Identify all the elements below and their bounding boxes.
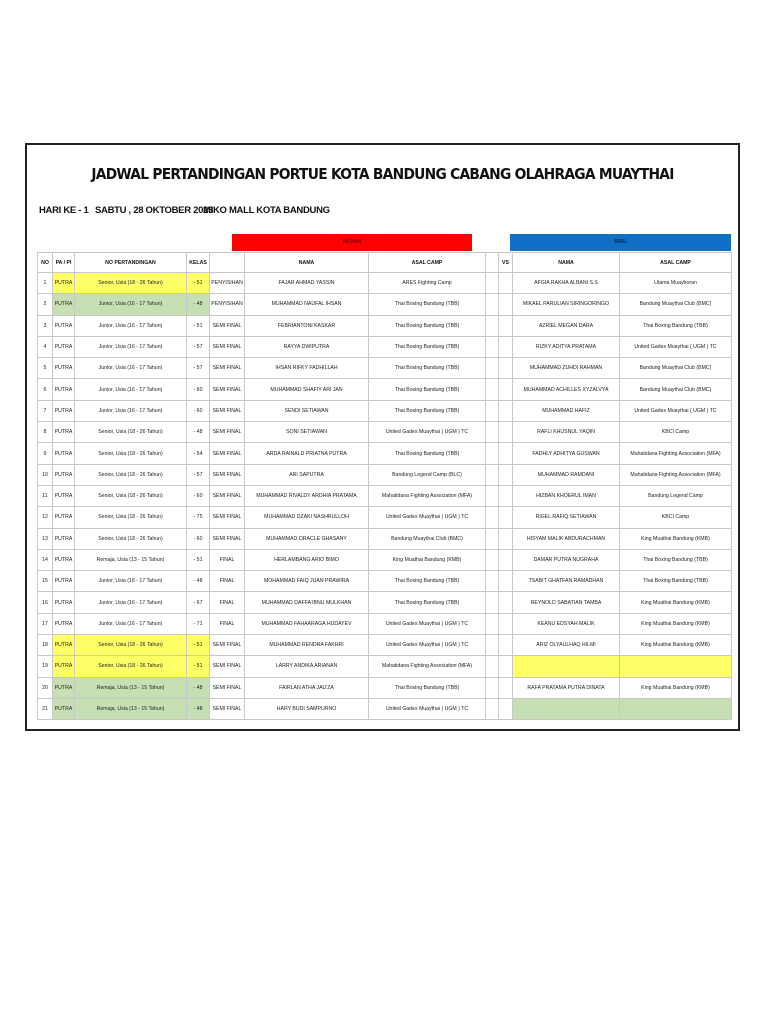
- class-cell: - 51: [187, 635, 210, 656]
- blue-fighter-camp: Thai Boxing Bandung (TBB): [620, 549, 732, 570]
- spacer-cell: [486, 656, 499, 677]
- red-corner-band: MERAH: [232, 234, 472, 251]
- class-cell: - 71: [187, 613, 210, 634]
- class-cell: - 57: [187, 336, 210, 357]
- vs-cell: [499, 464, 513, 485]
- blue-fighter-camp: Thai Boxing Bandung (TBB): [620, 571, 732, 592]
- blue-fighter-camp: Bandung Muaythai Club (BMC): [620, 379, 732, 400]
- class-cell: - 57: [187, 358, 210, 379]
- table-row: [38, 698, 732, 719]
- stage-cell: FINAL: [210, 613, 245, 634]
- stage-cell: SEMI FINAL: [210, 464, 245, 485]
- vs-cell: [499, 677, 513, 698]
- blue-fighter-name: [513, 698, 620, 719]
- match-number: 8: [38, 422, 53, 443]
- blue-fighter-camp: United Gades Muaythai ( UGM ) TC: [620, 400, 732, 421]
- event-cell: Senior, Usia (18 - 26 Tahun): [75, 656, 187, 677]
- table-row: [38, 507, 732, 528]
- stage-cell: PENYISIHAN: [210, 273, 245, 294]
- table-row: [38, 358, 732, 379]
- match-number: 21: [38, 698, 53, 719]
- vs-cell: [499, 358, 513, 379]
- stage-cell: SEMI FINAL: [210, 677, 245, 698]
- table-row: [38, 613, 732, 634]
- spacer-cell: [486, 677, 499, 698]
- red-fighter-name: MUHAMMAD ORACLE GHASANY: [245, 528, 369, 549]
- stage-cell: FINAL: [210, 592, 245, 613]
- gender-cell: PUTRA: [53, 400, 75, 421]
- stage-cell: SEMI FINAL: [210, 528, 245, 549]
- event-cell: Junior, Usia (16 - 17 Tahun): [75, 613, 187, 634]
- table-row: [38, 379, 732, 400]
- spacer-cell: [486, 528, 499, 549]
- stage-cell: SEMI FINAL: [210, 400, 245, 421]
- event-cell: Senior, Usia (18 - 26 Tahun): [75, 507, 187, 528]
- blue-fighter-name: RIGEL RAFIQ SETIAWAN: [513, 507, 620, 528]
- table-row: [38, 528, 732, 549]
- red-fighter-camp: Bandung Muaythai Club (BMC): [369, 528, 486, 549]
- red-fighter-camp: Thai Boxing Bandung (TBB): [369, 294, 486, 315]
- spacer-cell: [486, 336, 499, 357]
- blue-fighter-camp: King Muathai Bandung (KMB): [620, 592, 732, 613]
- gender-cell: PUTRA: [53, 464, 75, 485]
- match-number: 18: [38, 635, 53, 656]
- blue-fighter-camp: Bandung Muaythai Club (BMC): [620, 358, 732, 379]
- vs-cell: [499, 485, 513, 506]
- blue-fighter-name: KEANU EDSYAH MALIK: [513, 613, 620, 634]
- spacer-cell: [486, 571, 499, 592]
- class-cell: - 51: [187, 549, 210, 570]
- vs-cell: [499, 635, 513, 656]
- red-fighter-camp: Bandung Legend Camp (BLC): [369, 464, 486, 485]
- table-row: [38, 635, 732, 656]
- stage-cell: FINAL: [210, 571, 245, 592]
- red-fighter-name: HERLAMBANG ARIO BIMO: [245, 549, 369, 570]
- red-fighter-name: MUHAMMAD FAHAARAGA HUDAYEV: [245, 613, 369, 634]
- table-row: [38, 656, 732, 677]
- gender-cell: PUTRA: [53, 315, 75, 336]
- gender-cell: PUTRA: [53, 422, 75, 443]
- match-number: 19: [38, 656, 53, 677]
- red-fighter-camp: Thai Boxing Bandung (TBB): [369, 677, 486, 698]
- date-label: SABTU , 28 OKTOBER 2023: [95, 205, 214, 216]
- red-fighter-camp: Mahatidana Fighting Association (MFA): [369, 485, 486, 506]
- red-fighter-name: ARI SAPUTRA: [245, 464, 369, 485]
- table-row: [38, 677, 732, 698]
- schedule-table: [37, 252, 732, 720]
- event-cell: Remaja, Usia (13 - 15 Tahun): [75, 677, 187, 698]
- red-fighter-camp: Thai Boxing Bandung (TBB): [369, 358, 486, 379]
- match-number: 20: [38, 677, 53, 698]
- class-cell: - 48: [187, 571, 210, 592]
- vs-cell: [499, 273, 513, 294]
- match-number: 11: [38, 485, 53, 506]
- blue-fighter-name: DAMAR PUTRA NUGRAHA: [513, 549, 620, 570]
- red-fighter-name: MUHAMMAD RENDRA FAKHRI: [245, 635, 369, 656]
- spacer-cell: [486, 315, 499, 336]
- red-fighter-name: ARDA RAINALD PRIATNA PUTRA: [245, 443, 369, 464]
- red-fighter-name: FAJAR AHMAD YASSIN: [245, 273, 369, 294]
- table-row: [38, 315, 732, 336]
- blue-corner-band: BIRU: [510, 234, 731, 251]
- vs-cell: [499, 315, 513, 336]
- blue-fighter-name: TSABIT GHATFAN RAMADHAN: [513, 571, 620, 592]
- blue-fighter-camp: [620, 656, 732, 677]
- match-number: 16: [38, 592, 53, 613]
- vs-cell: [499, 379, 513, 400]
- header-vs: VS: [499, 253, 513, 273]
- red-fighter-camp: Thai Boxing Bandung (TBB): [369, 571, 486, 592]
- stage-cell: SEMI FINAL: [210, 336, 245, 357]
- event-cell: Junior, Usia (16 - 17 Tahun): [75, 592, 187, 613]
- header-papi: PA / PI: [53, 253, 75, 273]
- vs-cell: [499, 507, 513, 528]
- red-fighter-camp: United Gades Muaythai ( UGM ) TC: [369, 422, 486, 443]
- spacer-cell: [486, 592, 499, 613]
- red-fighter-name: FEBRIANTONI KASKAR: [245, 315, 369, 336]
- blue-fighter-name: RIZKY ADITYA PRATAMA: [513, 336, 620, 357]
- match-number: 15: [38, 571, 53, 592]
- blue-fighter-camp: Mahatidana Fighting Association (MFA): [620, 464, 732, 485]
- spacer-cell: [486, 635, 499, 656]
- vs-cell: [499, 422, 513, 443]
- class-cell: - 60: [187, 400, 210, 421]
- blue-fighter-name: MIKAEL PARULIAN SIRINGORINGO: [513, 294, 620, 315]
- venue-label: MIKO MALL KOTA BANDUNG: [203, 205, 330, 216]
- class-cell: - 60: [187, 528, 210, 549]
- blue-fighter-camp: King Muathai Bandung (KMB): [620, 677, 732, 698]
- table-row: [38, 485, 732, 506]
- spacer-cell: [486, 485, 499, 506]
- red-fighter-camp: United Gades Muaythai ( UGM ) TC: [369, 698, 486, 719]
- header-event: NO PERTANDINGAN: [75, 253, 187, 273]
- match-number: 17: [38, 613, 53, 634]
- red-fighter-camp: Mahatidana Fighting Association (MFA): [369, 656, 486, 677]
- gender-cell: PUTRA: [53, 698, 75, 719]
- class-cell: - 48: [187, 422, 210, 443]
- blue-fighter-name: RAFA PRATAMA PUTRA DINATA: [513, 677, 620, 698]
- match-number: 3: [38, 315, 53, 336]
- blue-fighter-name: MUHAMMAD ZUHDI RAHMAN: [513, 358, 620, 379]
- header-red-name: NAMA: [245, 253, 369, 273]
- class-cell: - 67: [187, 592, 210, 613]
- red-fighter-camp: Thai Boxing Bandung (TBB): [369, 592, 486, 613]
- match-number: 9: [38, 443, 53, 464]
- gender-cell: PUTRA: [53, 571, 75, 592]
- gender-cell: PUTRA: [53, 635, 75, 656]
- table-header-row: [38, 253, 732, 273]
- blue-fighter-camp: Bandung Legend Camp: [620, 485, 732, 506]
- blue-fighter-name: ARIZ OLYAULHAQ HILMI: [513, 635, 620, 656]
- blue-fighter-camp: KBCI Camp: [620, 422, 732, 443]
- table-row: [38, 549, 732, 570]
- class-cell: - 75: [187, 507, 210, 528]
- match-number: 6: [38, 379, 53, 400]
- schedule-rows: [38, 273, 732, 720]
- red-fighter-name: MUHAMMAD DAFFA IBNU MULKHAN: [245, 592, 369, 613]
- spacer-cell: [486, 358, 499, 379]
- red-fighter-name: MUHAMMAD RIVALDY ARDHIA PRATAMA: [245, 485, 369, 506]
- event-cell: Junior, Usia (16 - 17 Tahun): [75, 400, 187, 421]
- vs-cell: [499, 549, 513, 570]
- table-row: [38, 273, 732, 294]
- match-number: 1: [38, 273, 53, 294]
- stage-cell: FINAL: [210, 549, 245, 570]
- spacer-cell: [486, 549, 499, 570]
- blue-fighter-camp: Mahatidana Fighting Association (MFA): [620, 443, 732, 464]
- blue-fighter-name: [513, 656, 620, 677]
- event-cell: Junior, Usia (16 - 17 Tahun): [75, 315, 187, 336]
- vs-cell: [499, 613, 513, 634]
- red-fighter-name: MUHAMMAD NAUFAL IHSAN: [245, 294, 369, 315]
- event-cell: Junior, Usia (16 - 17 Tahun): [75, 379, 187, 400]
- blue-fighter-camp: King Muathai Bandung (KMB): [620, 613, 732, 634]
- red-fighter-name: MOHAMMAD FAIQ JUAN PRAWIRA: [245, 571, 369, 592]
- blue-fighter-camp: United Gades Muaythai ( UGM ) TC: [620, 336, 732, 357]
- spacer-cell: [486, 400, 499, 421]
- event-cell: Senior, Usia (18 - 26 Tahun): [75, 528, 187, 549]
- vs-cell: [499, 443, 513, 464]
- blue-fighter-camp: King Muathai Bandung (KMB): [620, 528, 732, 549]
- spacer-cell: [486, 273, 499, 294]
- red-fighter-name: MUHAMMAD SHAFIY ARI JAN: [245, 379, 369, 400]
- red-fighter-camp: Thai Boxing Bandung (TBB): [369, 336, 486, 357]
- gender-cell: PUTRA: [53, 273, 75, 294]
- header-red-camp: ASAL CAMP: [369, 253, 486, 273]
- match-number: 12: [38, 507, 53, 528]
- gender-cell: PUTRA: [53, 549, 75, 570]
- event-cell: Senior, Usia (18 - 26 Tahun): [75, 464, 187, 485]
- blue-fighter-camp: Utama Muayboran: [620, 273, 732, 294]
- class-cell: - 51: [187, 656, 210, 677]
- class-cell: - 48: [187, 698, 210, 719]
- match-number: 5: [38, 358, 53, 379]
- event-cell: Junior, Usia (16 - 17 Tahun): [75, 336, 187, 357]
- blue-fighter-name: AFGIA RAKHA ALBANI S.S: [513, 273, 620, 294]
- vs-cell: [499, 336, 513, 357]
- red-fighter-name: IHSAN RIFKY FADHILLAH: [245, 358, 369, 379]
- blue-fighter-camp: King Muathai Bandung (KMB): [620, 635, 732, 656]
- vs-cell: [499, 571, 513, 592]
- red-fighter-camp: King Muathai Bandung (KMB): [369, 549, 486, 570]
- event-cell: Senior, Usia (18 - 26 Tahun): [75, 422, 187, 443]
- event-cell: Senior, Usia (18 - 26 Tahun): [75, 443, 187, 464]
- match-number: 13: [38, 528, 53, 549]
- class-cell: - 48: [187, 677, 210, 698]
- spacer-cell: [486, 379, 499, 400]
- blue-fighter-name: HIZBAN KHOERUL IMAN: [513, 485, 620, 506]
- day-label: HARI KE - 1: [39, 205, 89, 216]
- class-cell: - 60: [187, 485, 210, 506]
- red-fighter-camp: United Gades Muaythai ( UGM ) TC: [369, 613, 486, 634]
- stage-cell: SEMI FINAL: [210, 443, 245, 464]
- blue-fighter-name: AZRIEL MEGAN DARA: [513, 315, 620, 336]
- header-blue-name: NAMA: [513, 253, 620, 273]
- red-fighter-name: RAYYA DWIPUTRA: [245, 336, 369, 357]
- table-row: [38, 400, 732, 421]
- event-info: [39, 205, 330, 216]
- event-cell: Senior, Usia (18 - 26 Tahun): [75, 273, 187, 294]
- match-number: 2: [38, 294, 53, 315]
- blue-fighter-name: FADHLY ADHITYA GUSWAN: [513, 443, 620, 464]
- red-fighter-name: LARRY ANDIKA ARIANAN: [245, 656, 369, 677]
- vs-cell: [499, 294, 513, 315]
- red-fighter-camp: United Gades Muaythai ( UGM ) TC: [369, 507, 486, 528]
- event-cell: Remaja, Usia (13 - 15 Tahun): [75, 549, 187, 570]
- class-cell: - 51: [187, 273, 210, 294]
- vs-cell: [499, 400, 513, 421]
- gender-cell: PUTRA: [53, 358, 75, 379]
- blue-fighter-camp: KBCI Camp: [620, 507, 732, 528]
- event-cell: Junior, Usia (16 - 17 Tahun): [75, 358, 187, 379]
- table-row: [38, 571, 732, 592]
- stage-cell: PENYISIHAN: [210, 294, 245, 315]
- schedule-sheet: [25, 143, 740, 731]
- spacer-cell: [486, 464, 499, 485]
- match-number: 10: [38, 464, 53, 485]
- stage-cell: SEMI FINAL: [210, 315, 245, 336]
- red-fighter-camp: United Gades Muaythai ( UGM ) TC: [369, 635, 486, 656]
- spacer-cell: [486, 613, 499, 634]
- red-fighter-camp: ARES Fighting Camp: [369, 273, 486, 294]
- red-fighter-name: SENDI SETIAWAN: [245, 400, 369, 421]
- table-row: [38, 422, 732, 443]
- spacer-cell: [486, 443, 499, 464]
- stage-cell: SEMI FINAL: [210, 358, 245, 379]
- gender-cell: PUTRA: [53, 677, 75, 698]
- stage-cell: SEMI FINAL: [210, 656, 245, 677]
- event-cell: Senior, Usia (18 - 26 Tahun): [75, 485, 187, 506]
- blue-fighter-camp: [620, 698, 732, 719]
- header-kelas: KELAS: [187, 253, 210, 273]
- table-row: [38, 443, 732, 464]
- red-fighter-camp: Thai Boxing Bandung (TBB): [369, 443, 486, 464]
- match-number: 14: [38, 549, 53, 570]
- blue-fighter-name: REYNOLD SABATIAN TAMBA: [513, 592, 620, 613]
- class-cell: - 57: [187, 464, 210, 485]
- vs-cell: [499, 592, 513, 613]
- vs-cell: [499, 698, 513, 719]
- gender-cell: PUTRA: [53, 528, 75, 549]
- stage-cell: SEMI FINAL: [210, 635, 245, 656]
- blue-fighter-camp: Thai Boxing Bandung (TBB): [620, 315, 732, 336]
- class-cell: - 60: [187, 379, 210, 400]
- event-cell: Junior, Usia (16 - 17 Tahun): [75, 571, 187, 592]
- page-title: JADWAL PERTANDINGAN PORTUE KOTA BANDUNG CABANG OLAHRAGA MUAYTHAI: [91, 165, 674, 183]
- event-cell: Remaja, Usia (13 - 15 Tahun): [75, 698, 187, 719]
- table-row: [38, 294, 732, 315]
- spacer-cell: [486, 507, 499, 528]
- red-fighter-name: SONI SETIAWAN: [245, 422, 369, 443]
- red-fighter-camp: Thai Boxing Bandung (TBB): [369, 400, 486, 421]
- gender-cell: PUTRA: [53, 507, 75, 528]
- blue-fighter-name: MUHAMMAD RAMDANI: [513, 464, 620, 485]
- blue-fighter-name: MUHAMMAD HAFIZ: [513, 400, 620, 421]
- match-number: 7: [38, 400, 53, 421]
- stage-cell: SEMI FINAL: [210, 485, 245, 506]
- stage-cell: SEMI FINAL: [210, 698, 245, 719]
- event-cell: Senior, Usia (18 - 26 Tahun): [75, 635, 187, 656]
- stage-cell: SEMI FINAL: [210, 379, 245, 400]
- red-fighter-name: HARY BUDI SAMPURNO: [245, 698, 369, 719]
- gender-cell: PUTRA: [53, 485, 75, 506]
- red-fighter-camp: Thai Boxing Bandung (TBB): [369, 315, 486, 336]
- table-row: [38, 464, 732, 485]
- gender-cell: PUTRA: [53, 613, 75, 634]
- spacer-cell: [486, 422, 499, 443]
- gender-cell: PUTRA: [53, 336, 75, 357]
- header-spacer: [486, 253, 499, 273]
- blue-fighter-camp: Bandung Muaythai Club (BMC): [620, 294, 732, 315]
- blue-fighter-name: RAFLI KHUSNUL YAQIN: [513, 422, 620, 443]
- class-cell: - 54: [187, 443, 210, 464]
- class-cell: - 51: [187, 315, 210, 336]
- stage-cell: SEMI FINAL: [210, 507, 245, 528]
- gender-cell: PUTRA: [53, 656, 75, 677]
- gender-cell: PUTRA: [53, 379, 75, 400]
- vs-cell: [499, 656, 513, 677]
- match-number: 4: [38, 336, 53, 357]
- blue-fighter-name: MUHAMMAD ACHILLES XYZALVYA: [513, 379, 620, 400]
- header-stage: [210, 253, 245, 273]
- gender-cell: PUTRA: [53, 294, 75, 315]
- event-cell: Junior, Usia (16 - 17 Tahun): [75, 294, 187, 315]
- spacer-cell: [486, 294, 499, 315]
- blue-fighter-name: HISYAM MALIK ABDURACHMAN: [513, 528, 620, 549]
- spacer-cell: [486, 698, 499, 719]
- red-fighter-name: FAIRLAN ATHA JAU'ZA: [245, 677, 369, 698]
- gender-cell: PUTRA: [53, 443, 75, 464]
- header-blue-camp: ASAL CAMP: [620, 253, 732, 273]
- table-row: [38, 592, 732, 613]
- table-row: [38, 336, 732, 357]
- stage-cell: SEMI FINAL: [210, 422, 245, 443]
- red-fighter-name: MUHAMMAD DZAKI NASHRULLOH: [245, 507, 369, 528]
- vs-cell: [499, 528, 513, 549]
- red-fighter-camp: Thai Boxing Bandung (TBB): [369, 379, 486, 400]
- header-no: NO: [38, 253, 53, 273]
- class-cell: - 48: [187, 294, 210, 315]
- gender-cell: PUTRA: [53, 592, 75, 613]
